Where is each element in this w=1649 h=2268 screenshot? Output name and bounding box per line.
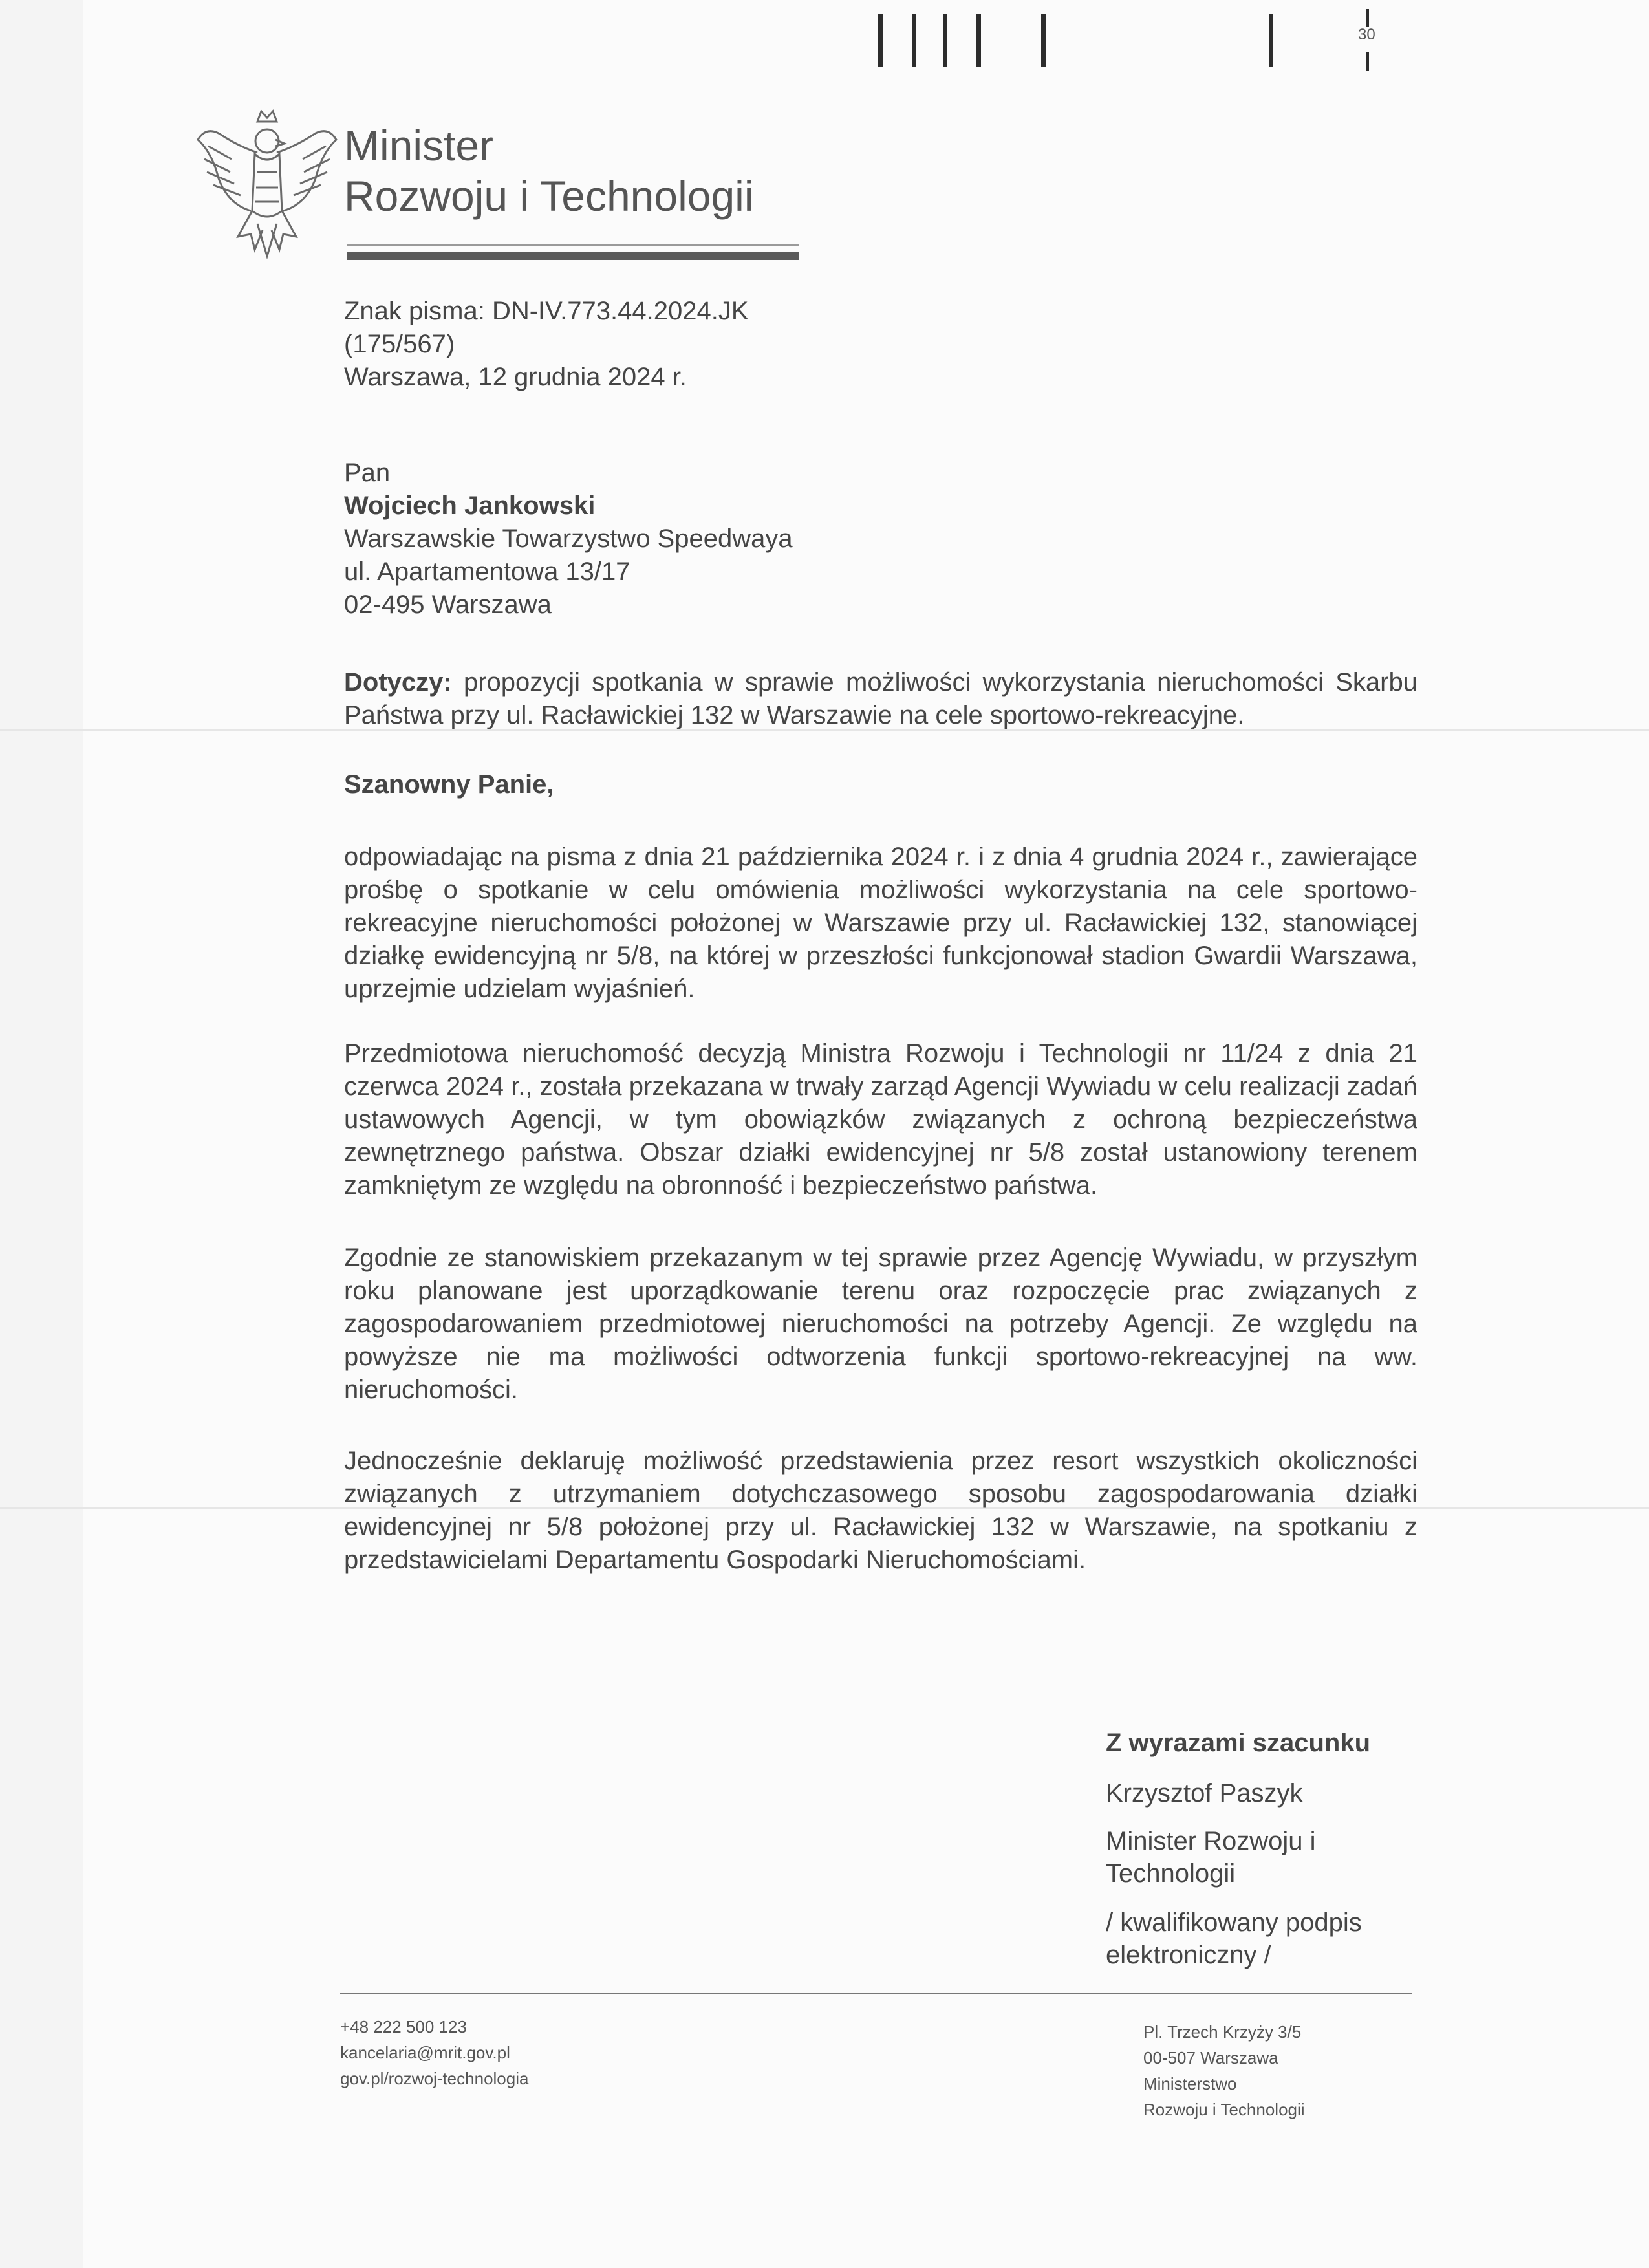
- greeting: Szanowny Panie,: [344, 770, 554, 799]
- header-divider-thick: [347, 252, 799, 260]
- signatory-title: Minister Rozwoju i Technologii: [1106, 1827, 1316, 1888]
- letter-date: Warszawa, 12 grudnia 2024 r.: [344, 363, 687, 391]
- subject-text: propozycji spotkania w sprawie możliwości wykorzystania nieruchomości Skarbu Państwa przy ul. Racławickiej 132 w Warszawie na cele sportowo-rekreacyjne.: [344, 668, 1417, 729]
- footer-address: Pl. Trzech Krzyży 3/5 00-507 Warszawa Ministerstwo Rozwoju i Technologii: [1143, 2022, 1305, 2119]
- subject-line: [344, 666, 1417, 732]
- header-divider: [347, 244, 799, 246]
- signature-closing: Z wyrazami szacunku: [1106, 1729, 1371, 1757]
- ministry-name: Minister Rozwoju i Technologii: [344, 122, 754, 220]
- reference-case: (175/567): [344, 330, 455, 358]
- footer-contact: [340, 2014, 528, 2091]
- recipient-street: ul. Apartamentowa 13/17: [344, 557, 630, 586]
- page-number-mark: 30: [1358, 26, 1375, 43]
- polish-eagle-emblem-icon: [193, 107, 341, 259]
- recipient-name: Wojciech Jankowski: [344, 491, 596, 520]
- footer-email: kancelaria@mrit.gov.pl: [340, 2043, 510, 2062]
- body-paragraph: Jednocześnie deklaruję możliwość przedstawienia przez resort wszystkich okoliczności związanych z utrzymaniem dotychczasowego sposobu zagospodarowania działki ewidencyjnej nr 5/8 położonej przy ul. Racławickiej 132 w Warszawie, na spotkaniu z przedstawicielami Departamentu Gospodarki Nieruchomościami.: [344, 1447, 1417, 1574]
- body-paragraph: Przedmiotowa nieruchomość decyzją Ministra Rozwoju i Technologii nr 11/24 z dnia 21 czerwca 2024 r., została przekazana w trwały zarząd Agencji Wywiadu w celu realizacji zadań ustawowych Agencji, w tym obowiązków związanych z ochroną bezpieczeństwa zewnętrznego państwa. Obszar działki ewidencyjnej nr 5/8 został ustanowiony terenem zamkniętym ze względu na obronność i bezpieczeństwo państwa.: [344, 1039, 1417, 1200]
- signature-note: / kwalifikowany podpis elektroniczny /: [1106, 1908, 1362, 1969]
- recipient-address: [344, 457, 793, 621]
- reference-number: Znak pisma: DN-IV.773.44.2024.JK: [344, 297, 749, 325]
- footer-divider: [340, 1993, 1412, 1994]
- body-paragraph: odpowiadając na pisma z dnia 21 października 2024 r. i z dnia 4 grudnia 2024 r., zawierające prośbę o spotkanie w celu omówienia możliwości wykorzystania na cele sportowo-rekreacyjne nieruchomości położonej w Warszawie przy ul. Racławickiej 132, stanowiącej działkę ewidencyjną nr 5/8, na której w przeszłości funkcjonował stadion Gwardii Warszawa, uprzejmie udzielam wyjaśnień.: [344, 843, 1417, 1003]
- recipient-organization: Warszawskie Towarzystwo Speedwaya: [344, 524, 793, 553]
- subject-label: Dotyczy:: [344, 668, 452, 697]
- footer-phone: +48 222 500 123: [340, 2017, 467, 2036]
- body-paragraph: Zgodnie ze stanowiskiem przekazanym w tej sprawie przez Agencję Wywiadu, w przyszłym roku planowane jest uporządkowanie terenu oraz rozpoczęcie prac związanych z zagospodarowaniem przedmiotowej nieruchomości na potrzeby Agencji. Ze względu na powyższe nie ma możliwości odtworzenia funkcji sportowo-rekreacyjnej na ww. nieruchomości.: [344, 1244, 1417, 1404]
- footer-website: gov.pl/rozwoj-technologia: [340, 2069, 529, 2088]
- signatory-name: Krzysztof Paszyk: [1106, 1779, 1303, 1808]
- recipient-salutation: Pan: [344, 459, 391, 487]
- recipient-city: 02-495 Warszawa: [344, 590, 552, 619]
- reference-block: [344, 295, 749, 394]
